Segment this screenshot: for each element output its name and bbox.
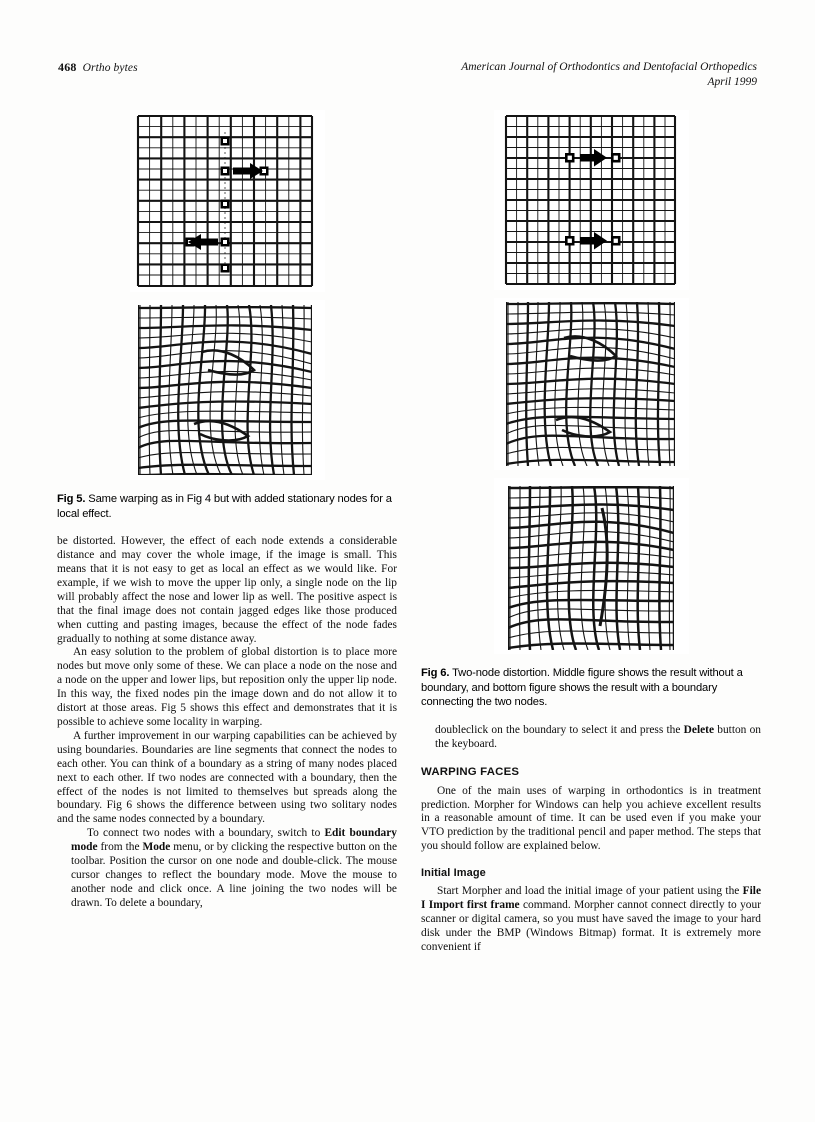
fig5-caption-text: Same warping as in Fig 4 but with added stationary nodes for a local effect.	[57, 493, 392, 520]
fig5-warped-svg	[130, 300, 325, 480]
node-marker[interactable]	[220, 264, 229, 273]
delete-lead: doubleclick on the boundary to select it and press the	[435, 723, 684, 736]
fig6-warped-wb-svg	[494, 478, 689, 654]
fig6-warped-nb-svg	[494, 298, 689, 470]
paragraph-initial-image	[421, 885, 761, 955]
node-marker[interactable]	[611, 236, 621, 246]
fig6-caption	[421, 666, 761, 710]
fig6-panel-with-boundary	[494, 478, 689, 654]
import-command-term: File I Import first frame	[421, 885, 761, 912]
page-folio: 468	[58, 60, 77, 74]
initial-lead: Start Morpher and load the initial image of your patient using the	[437, 885, 743, 898]
connect-lead: To connect two nodes with a boundary, switch to	[87, 827, 325, 840]
paragraph-warping-uses: One of the main uses of warping in orthodontics is in treatment prediction. Morpher for Windows can help you achieve excellent results in a reasonable amount of time. It can be used even if you make your VTO prediction by the traditional pencil and paper method. The steps that you should follow are explained below.	[421, 784, 761, 853]
right-column	[421, 110, 761, 955]
fig6-caption-text: Two-node distortion. Middle figure shows the result without a boundary, and bottom figure shows the result with a boundary connecting the two nodes.	[421, 667, 743, 709]
connect-tail: menu, or by clicking the respective button on the toolbar. Position the cursor on one node and double-click. The mouse cursor changes to reflect the boundary mode. Move the mouse to another node and click once. A line joining the two nodes will be drawn. To delete a boundary,	[71, 841, 397, 909]
fig6-panel-no-boundary	[494, 298, 689, 470]
node-marker[interactable]	[220, 167, 229, 176]
running-head-left	[58, 60, 138, 75]
fig5-grid-svg	[130, 110, 325, 292]
left-column	[57, 110, 397, 911]
node-marker[interactable]	[220, 238, 229, 247]
section-title: Ortho bytes	[82, 62, 138, 74]
fig6-label: Fig 6.	[421, 667, 450, 679]
running-head-right	[461, 60, 757, 90]
heading-warping-faces: WARPING FACES	[421, 765, 520, 778]
node-marker[interactable]	[565, 153, 575, 163]
fig5-label: Fig 5.	[57, 493, 86, 505]
node-marker[interactable]	[220, 137, 229, 146]
paragraph-connect-nodes	[71, 827, 397, 910]
connect-mid: from the	[97, 841, 143, 854]
delete-tail: button on the keyboard.	[435, 723, 761, 750]
node-marker[interactable]	[565, 236, 575, 246]
fig6-grid-svg	[494, 110, 689, 290]
delete-key-term: Delete	[683, 723, 715, 736]
fig6-panel-two-node-grid	[494, 110, 689, 290]
paragraph-delete-boundary	[435, 724, 761, 752]
fig5-panel-regular-grid	[130, 110, 325, 292]
node-marker[interactable]	[220, 200, 229, 209]
paragraph-boundaries: A further improvement in our warping capabilities can be achieved by using boundaries. Boundaries are line segments that connect the nodes to each other. You can think of a boundary as a string of many nodes placed next to each other. If two nodes are connected with a boundary, then the effect of the nodes is not limited to themselves but spreads along the boundary. Fig 6 shows the difference between using two solitary nodes and the same nodes connected by a boundary.	[57, 729, 397, 826]
paragraph-easy-solution: An easy solution to the problem of global distortion is to place more nodes but move only some of these. We can place a node on the nose and a node on the upper and lower lips, but reposition only the upper lip node. In this way, the fixed nodes pin the image down and do not allow it to distort at those areas. Fig 5 shows this effect and demonstrates that it is possible to achieve some locality in warping.	[57, 646, 397, 728]
heading-initial-image: Initial Image	[421, 867, 486, 880]
mode-menu-term: Mode	[142, 841, 171, 854]
node-marker[interactable]	[611, 153, 621, 163]
initial-tail: command. Morpher cannot connect directly to your scanner or digital camera, so you must have saved the image to your hard disk under the BMP (Windows Bitmap) format. It is extremely more convenient if	[421, 899, 761, 953]
issue-date: April 1999	[707, 76, 757, 88]
edit-boundary-mode-term: Edit boundary mode	[71, 827, 397, 854]
fig5-panel-warped-grid	[130, 300, 325, 480]
paragraph-distortion: be distorted. However, the effect of each node extends a considerable distance and may cover the whole image, if the image is small. This means that it is not easy to get as local an effect as we would like. For example, if we wish to move the upper lip only, a single node on the lip will probably affect the nose and lower lip as well. The positive aspect is that the final image does not contain jagged edges like those produced when cutting and pasting images, because the effect of the node fades gradually to nothing at some distance away.	[57, 535, 397, 645]
running-head	[58, 60, 757, 100]
fig5-caption	[57, 492, 397, 521]
journal-name: American Journal of Orthodontics and Dentofacial Orthopedics	[461, 61, 757, 73]
